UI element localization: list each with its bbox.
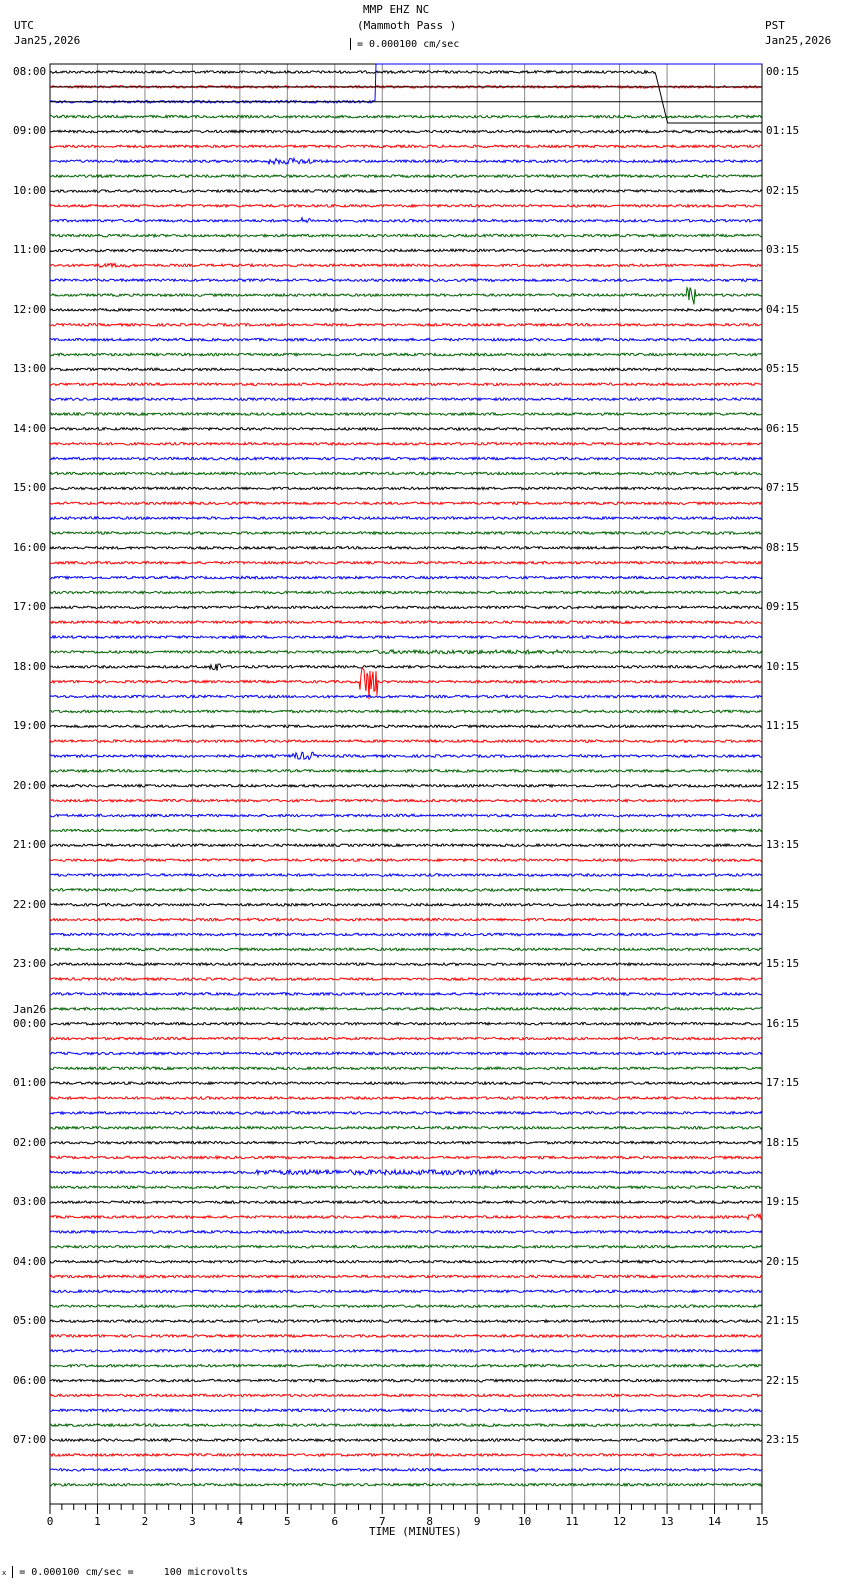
pst-hour-label: 12:15 xyxy=(766,778,800,792)
trace-line xyxy=(50,517,762,520)
trace-line xyxy=(50,1335,762,1338)
trace-line xyxy=(50,918,762,921)
trace-line xyxy=(50,145,762,148)
pst-hour-label: 23:15 xyxy=(766,1433,800,1447)
pst-hour-label: 17:15 xyxy=(766,1076,800,1090)
pst-hour-label: 01:15 xyxy=(766,124,800,138)
trace-line xyxy=(50,205,762,208)
trace-line xyxy=(50,190,762,193)
utc-hour-label: 15:00 xyxy=(13,481,47,495)
trace-line xyxy=(50,814,762,817)
pst-hour-label: 19:15 xyxy=(766,1195,800,1209)
trace-line xyxy=(50,428,762,431)
x-tick-label: 8 xyxy=(426,1515,434,1528)
utc-hour-label: 13:00 xyxy=(13,362,47,376)
trace-line xyxy=(50,963,762,966)
utc-hour-label: 08:00 xyxy=(13,65,47,78)
trace-line xyxy=(50,457,762,460)
trace-line xyxy=(50,532,762,535)
pst-hour-label: 18:15 xyxy=(766,1135,800,1149)
trace-line xyxy=(50,752,762,759)
pst-hour-label: 22:15 xyxy=(766,1373,800,1387)
trace-line xyxy=(50,234,762,237)
scale-text: = 0.000100 cm/sec xyxy=(357,39,460,50)
utc-hour-label: 09:00 xyxy=(13,124,47,138)
trace-line xyxy=(50,1364,762,1367)
pst-hour-label: 00:15 xyxy=(766,65,800,78)
trace-line xyxy=(50,1439,762,1442)
trace-line xyxy=(50,1483,762,1486)
utc-hour-label: 03:00 xyxy=(13,1195,47,1209)
trace-line xyxy=(50,636,762,639)
pst-hour-label: 06:15 xyxy=(766,421,800,435)
trace-line xyxy=(50,263,762,267)
trace-line xyxy=(50,1290,762,1293)
trace-line xyxy=(50,576,762,579)
trace-line xyxy=(50,770,762,773)
trace-line xyxy=(50,218,762,223)
trace-line xyxy=(50,398,762,401)
trace-line xyxy=(50,874,762,877)
trace-line xyxy=(50,829,762,832)
trace-line xyxy=(50,1214,762,1219)
utc-hour-label: 06:00 xyxy=(13,1373,47,1387)
trace-line xyxy=(50,1127,762,1130)
trace-line xyxy=(50,1379,762,1382)
left-timezone: UTC xyxy=(14,19,34,32)
trace-line xyxy=(50,1409,762,1412)
trace-line xyxy=(50,413,762,416)
pst-hour-label: 02:15 xyxy=(766,183,800,197)
pst-hour-label: 16:15 xyxy=(766,1016,800,1030)
pst-hour-label: 11:15 xyxy=(766,719,800,733)
utc-hour-label: 19:00 xyxy=(13,719,47,733)
utc-hour-label: 20:00 xyxy=(13,778,47,792)
utc-hour-label: 02:00 xyxy=(13,1135,47,1149)
right-timezone: PST xyxy=(765,19,785,32)
trace-line xyxy=(50,1097,762,1100)
trace-line xyxy=(50,1394,762,1397)
trace-line xyxy=(50,1156,762,1159)
trace-line xyxy=(50,859,762,862)
x-tick-label: 6 xyxy=(331,1515,339,1528)
x-tick-label: 0 xyxy=(46,1515,54,1528)
pst-hour-label: 04:15 xyxy=(766,302,800,316)
utc-hour-label: 12:00 xyxy=(13,302,47,316)
trace-line xyxy=(50,799,762,802)
trace-line xyxy=(50,368,762,371)
trace-line xyxy=(50,1454,762,1457)
utc-hour-label: 00:00 xyxy=(13,1016,47,1030)
trace-line xyxy=(50,650,762,654)
trace-line xyxy=(50,1201,762,1204)
trace-line xyxy=(50,1052,762,1055)
pst-hour-label: 21:15 xyxy=(766,1314,800,1328)
x-tick-label: 5 xyxy=(284,1515,291,1528)
x-tick-label: 10 xyxy=(518,1515,532,1528)
pst-hour-label: 05:15 xyxy=(766,362,800,376)
trace-line xyxy=(50,472,762,475)
x-tick-label: 2 xyxy=(141,1515,149,1528)
trace-line xyxy=(50,338,762,341)
right-date: Jan25,2026 xyxy=(765,34,832,47)
trace-line xyxy=(50,889,762,892)
x-tick-label: 3 xyxy=(189,1515,196,1528)
trace-line xyxy=(50,948,762,951)
pst-hour-label: 20:15 xyxy=(766,1254,800,1268)
trace-line xyxy=(50,606,762,609)
trace-line xyxy=(50,1082,762,1085)
trace-line xyxy=(50,443,762,446)
trace-line xyxy=(50,740,762,743)
utc-hour-label: 23:00 xyxy=(13,957,47,971)
trace-line xyxy=(50,487,762,490)
pst-hour-label: 07:15 xyxy=(766,481,800,495)
utc-hour-label: 18:00 xyxy=(13,659,47,673)
utc-hour-label: 10:00 xyxy=(13,183,47,197)
utc-hour-label: 17:00 xyxy=(13,600,47,614)
trace-line xyxy=(50,158,762,164)
trace-line xyxy=(50,1424,762,1427)
trace-line xyxy=(50,933,762,936)
trace-line xyxy=(50,1067,762,1070)
trace-line xyxy=(50,309,762,312)
trace-line xyxy=(50,1231,762,1234)
trace-line xyxy=(50,175,762,178)
x-tick-label: 13 xyxy=(660,1515,674,1528)
trace-line xyxy=(50,725,762,728)
pst-hour-label: 15:15 xyxy=(766,957,800,971)
trace-line xyxy=(50,561,762,564)
trace-line xyxy=(50,279,762,282)
trace-line xyxy=(50,249,762,252)
trace-line xyxy=(50,695,762,698)
trace-line xyxy=(50,1186,762,1189)
x-tick-label: 12 xyxy=(612,1515,627,1528)
date-change-label: Jan26 xyxy=(13,1002,47,1016)
station-title: MMP EHZ NC xyxy=(363,3,430,16)
utc-hour-label: 05:00 xyxy=(13,1314,47,1328)
x-tick-label: 14 xyxy=(707,1515,722,1528)
x-tick-label: 4 xyxy=(236,1515,244,1528)
trace-line xyxy=(50,353,762,356)
trace-line xyxy=(50,1245,762,1248)
trace-line xyxy=(50,1141,762,1144)
utc-hour-label: 22:00 xyxy=(13,897,47,911)
trace-line xyxy=(50,130,762,133)
trace-line xyxy=(50,785,762,788)
trace-line xyxy=(50,978,762,981)
trace-line xyxy=(50,1320,762,1323)
footer-scale-text: = 0.000100 cm/sec = 100 microvolts xyxy=(19,1567,249,1578)
pst-hour-label: 10:15 xyxy=(766,659,800,673)
pst-hour-label: 14:15 xyxy=(766,897,800,911)
trace-line xyxy=(50,1260,762,1263)
trace-line xyxy=(50,1469,762,1472)
trace-line xyxy=(50,1170,762,1175)
trace-line xyxy=(50,903,762,906)
trace-line xyxy=(50,1305,762,1308)
x-tick-label: 11 xyxy=(565,1515,579,1528)
x-axis-label: TIME (MINUTES) xyxy=(369,1525,462,1538)
scale-bar-icon xyxy=(12,1566,13,1578)
utc-hour-label: 21:00 xyxy=(13,838,47,852)
utc-hour-label: 11:00 xyxy=(13,243,47,257)
trace-line xyxy=(50,1022,762,1025)
trace-line xyxy=(50,1037,762,1040)
trace-line xyxy=(50,288,762,305)
trace-line xyxy=(50,1275,762,1278)
trace-line xyxy=(50,710,762,713)
trace-line xyxy=(50,383,762,386)
utc-hour-label: 01:00 xyxy=(13,1076,47,1090)
trace-line xyxy=(50,1008,762,1011)
trace-line xyxy=(50,1112,762,1115)
trace-line xyxy=(50,502,762,505)
utc-hour-label: 14:00 xyxy=(13,421,47,435)
pst-hour-label: 08:15 xyxy=(766,540,800,554)
x-tick-label: 9 xyxy=(473,1515,481,1528)
pst-hour-label: 13:15 xyxy=(766,838,800,852)
trace-line xyxy=(50,547,762,550)
station-location: (Mammoth Pass ) xyxy=(357,19,457,32)
trace-line xyxy=(50,324,762,327)
trace-line xyxy=(50,1350,762,1353)
trace-line xyxy=(50,664,762,671)
x-tick-label: 15 xyxy=(755,1515,769,1528)
x-tick-label: 7 xyxy=(378,1515,386,1528)
trace-line xyxy=(50,844,762,847)
trace-line xyxy=(50,591,762,594)
trace-line xyxy=(50,621,762,624)
trace-line xyxy=(50,668,762,699)
trace-line xyxy=(50,993,762,996)
footer-scale: x = 0.000100 cm/sec = 100 microvolts xyxy=(2,1567,249,1578)
pst-hour-label: 09:15 xyxy=(766,600,800,614)
utc-hour-label: 04:00 xyxy=(13,1254,47,1268)
pst-hour-label: 03:15 xyxy=(766,243,800,257)
x-tick-label: 1 xyxy=(94,1515,101,1528)
utc-hour-label: 16:00 xyxy=(13,540,47,554)
trace-line xyxy=(50,115,762,118)
utc-hour-label: 07:00 xyxy=(13,1433,47,1447)
trace-line xyxy=(50,64,762,103)
left-date: Jan25,2026 xyxy=(14,34,81,47)
